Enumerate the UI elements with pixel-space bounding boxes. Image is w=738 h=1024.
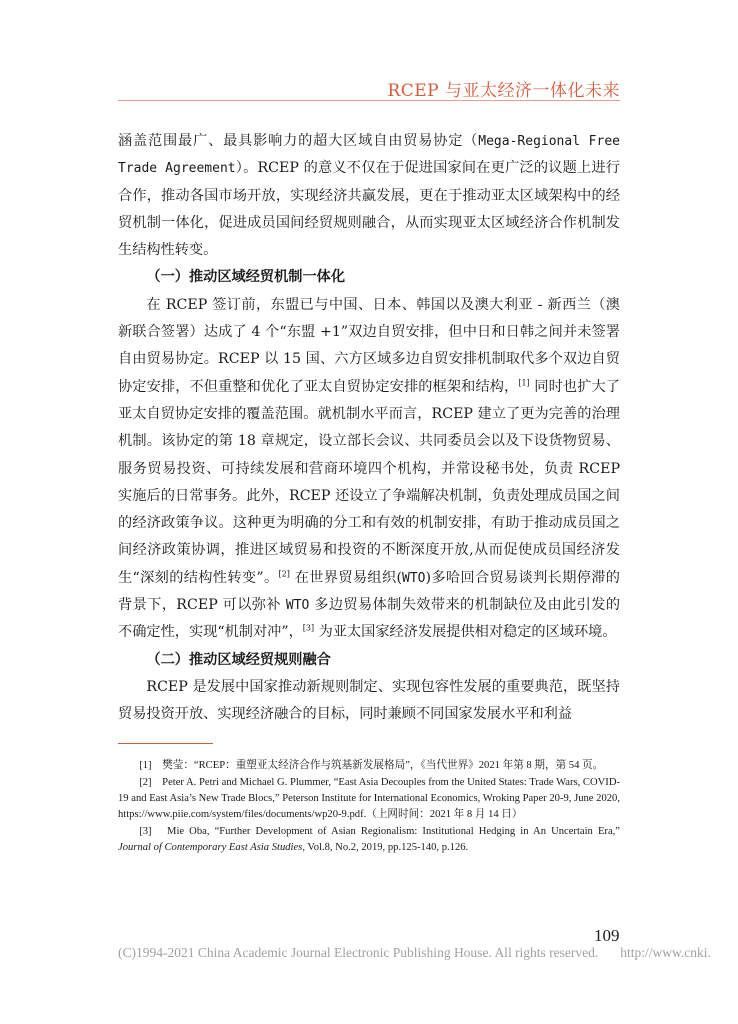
body-paragraph: RCEP 是发展中国家推动新规则制定、实现包容性发展的重要典范，既坚持贸易投资开放、实现经济融合的目标，同时兼顾不同国家发展水平和利益	[118, 678, 620, 723]
footnote-ref-2[interactable]: [2]	[278, 569, 290, 579]
page-number: 109	[594, 926, 620, 945]
running-header-title: RCEP 与亚太经济一体化未来	[387, 81, 620, 101]
section-heading-1: （一）推动区域经贸机制一体化	[146, 269, 346, 286]
copyright-footer	[118, 945, 711, 961]
header-divider	[118, 100, 620, 101]
copyright-url[interactable]: http://www.cnki.	[620, 945, 711, 960]
body-paragraph-continued	[118, 128, 620, 264]
copyright-text: (C)1994-2021 China Academic Journal Electronic Publishing House. All rights reserved.	[118, 945, 599, 960]
journal-title: Journal of Contemporary East Asia Studies	[118, 842, 303, 853]
text-span: [3] Mie Oba, “Further Development of Asian Regionalism: Institutional Hedging in An Uncertain Era,”	[139, 826, 620, 837]
footnotes	[118, 758, 620, 857]
main-body	[118, 128, 620, 729]
footnote-ref-1[interactable]: [1]	[518, 377, 530, 387]
text-span: 为亚太国家经济发展提供相对稳定的区域环境。	[314, 624, 617, 641]
footnote-divider	[118, 743, 213, 744]
text-span: ）。RCEP 的意义不仅在于促进国家间在更广泛的议题上进行合作，推动各国市场开放，实现经济共赢发展，更在于推动亚太区域架构中的经贸机制一体化，促进成员国间经贸规则融合，从而实现亚太区域经济合作机制发生结构性转变。	[118, 160, 620, 259]
text-span: 在 RCEP 签订前，东盟已与中国、日本、韩国以及澳大利亚 - 新西兰（澳新联合签署）达成了 4 个“东盟 +1”双边自贸安排，但中日和日韩之间并未签署自由贸易协定。RCEP 以 15 国、六方区域多边自贸安排机制取代多个双边自贸协定安排，不但重整和优化了亚太自贸协定安排的框架和结构，	[118, 296, 620, 395]
text-span: )多哈回合贸易谈判长期停滞的背景下，RCEP 可以弥补	[118, 569, 620, 614]
body-paragraph	[118, 292, 620, 647]
text-span: 在世界贸易组织(	[289, 569, 403, 586]
footnote-3	[118, 824, 620, 856]
footnote-ref-3[interactable]: [3]	[302, 623, 315, 633]
text-span: 多边贸易体制失效带来的机制缺位及由此引发的不确定性，实现“机制对冲”，	[118, 597, 621, 641]
text-span-latin: WTO	[285, 598, 310, 614]
footnote-1: [1] 樊莹：“RCEP：重塑亚太经济合作与筑基新发展格局”，《当代世界》2021 年第 8 期，第 54 页。	[139, 760, 604, 771]
section-heading-2: （二）推动区域经贸规则融合	[146, 651, 331, 668]
footnote-2: [2] Peter A. Petri and Michael G. Plummer, “East Asia Decouples from the United States: Trade Wars, COVID-19 and East Asia’s New Trade Blocs,” Peterson Institute for International Economics, Wroking Paper 20-9, June 2020, https://www.piie.com/system/files/documents/wp20-9.pdf.（上网时间：2021 年 8 月 14 日）	[118, 777, 620, 820]
text-span-latin: Mega-Regional Free Trade Agreement	[118, 134, 620, 177]
text-span-latin: WTO	[402, 570, 426, 586]
text-span: 涵盖范围最广、最具影响力的超大区域自由贸易协定（	[118, 133, 479, 149]
text-span: , Vol.8, No.2, 2019, pp.125-140, p.126.	[302, 842, 469, 853]
text-span: 同时也扩大了亚太自贸协定安排的覆盖范围。就机制水平而言，RCEP 建立了更为完善的治理机制。该协定的第 18 章规定，设立部长会议、共同委员会以及下设货物贸易、服务贸易投资、可持续发展和营商环境四个机构，并常设秘书处，负责 RCEP 实施后的日常事务。此外，RCEP 还设立了争端解决机制，负责处理成员国之间的经济政策争议。这种更为明确的分工和有效的机制安排，有助于推动成员国之间经济政策协调，推进区域贸易和投资的不断深度开放,从而促使成员国经济发生“深刻的结构性转变”。	[118, 378, 620, 586]
